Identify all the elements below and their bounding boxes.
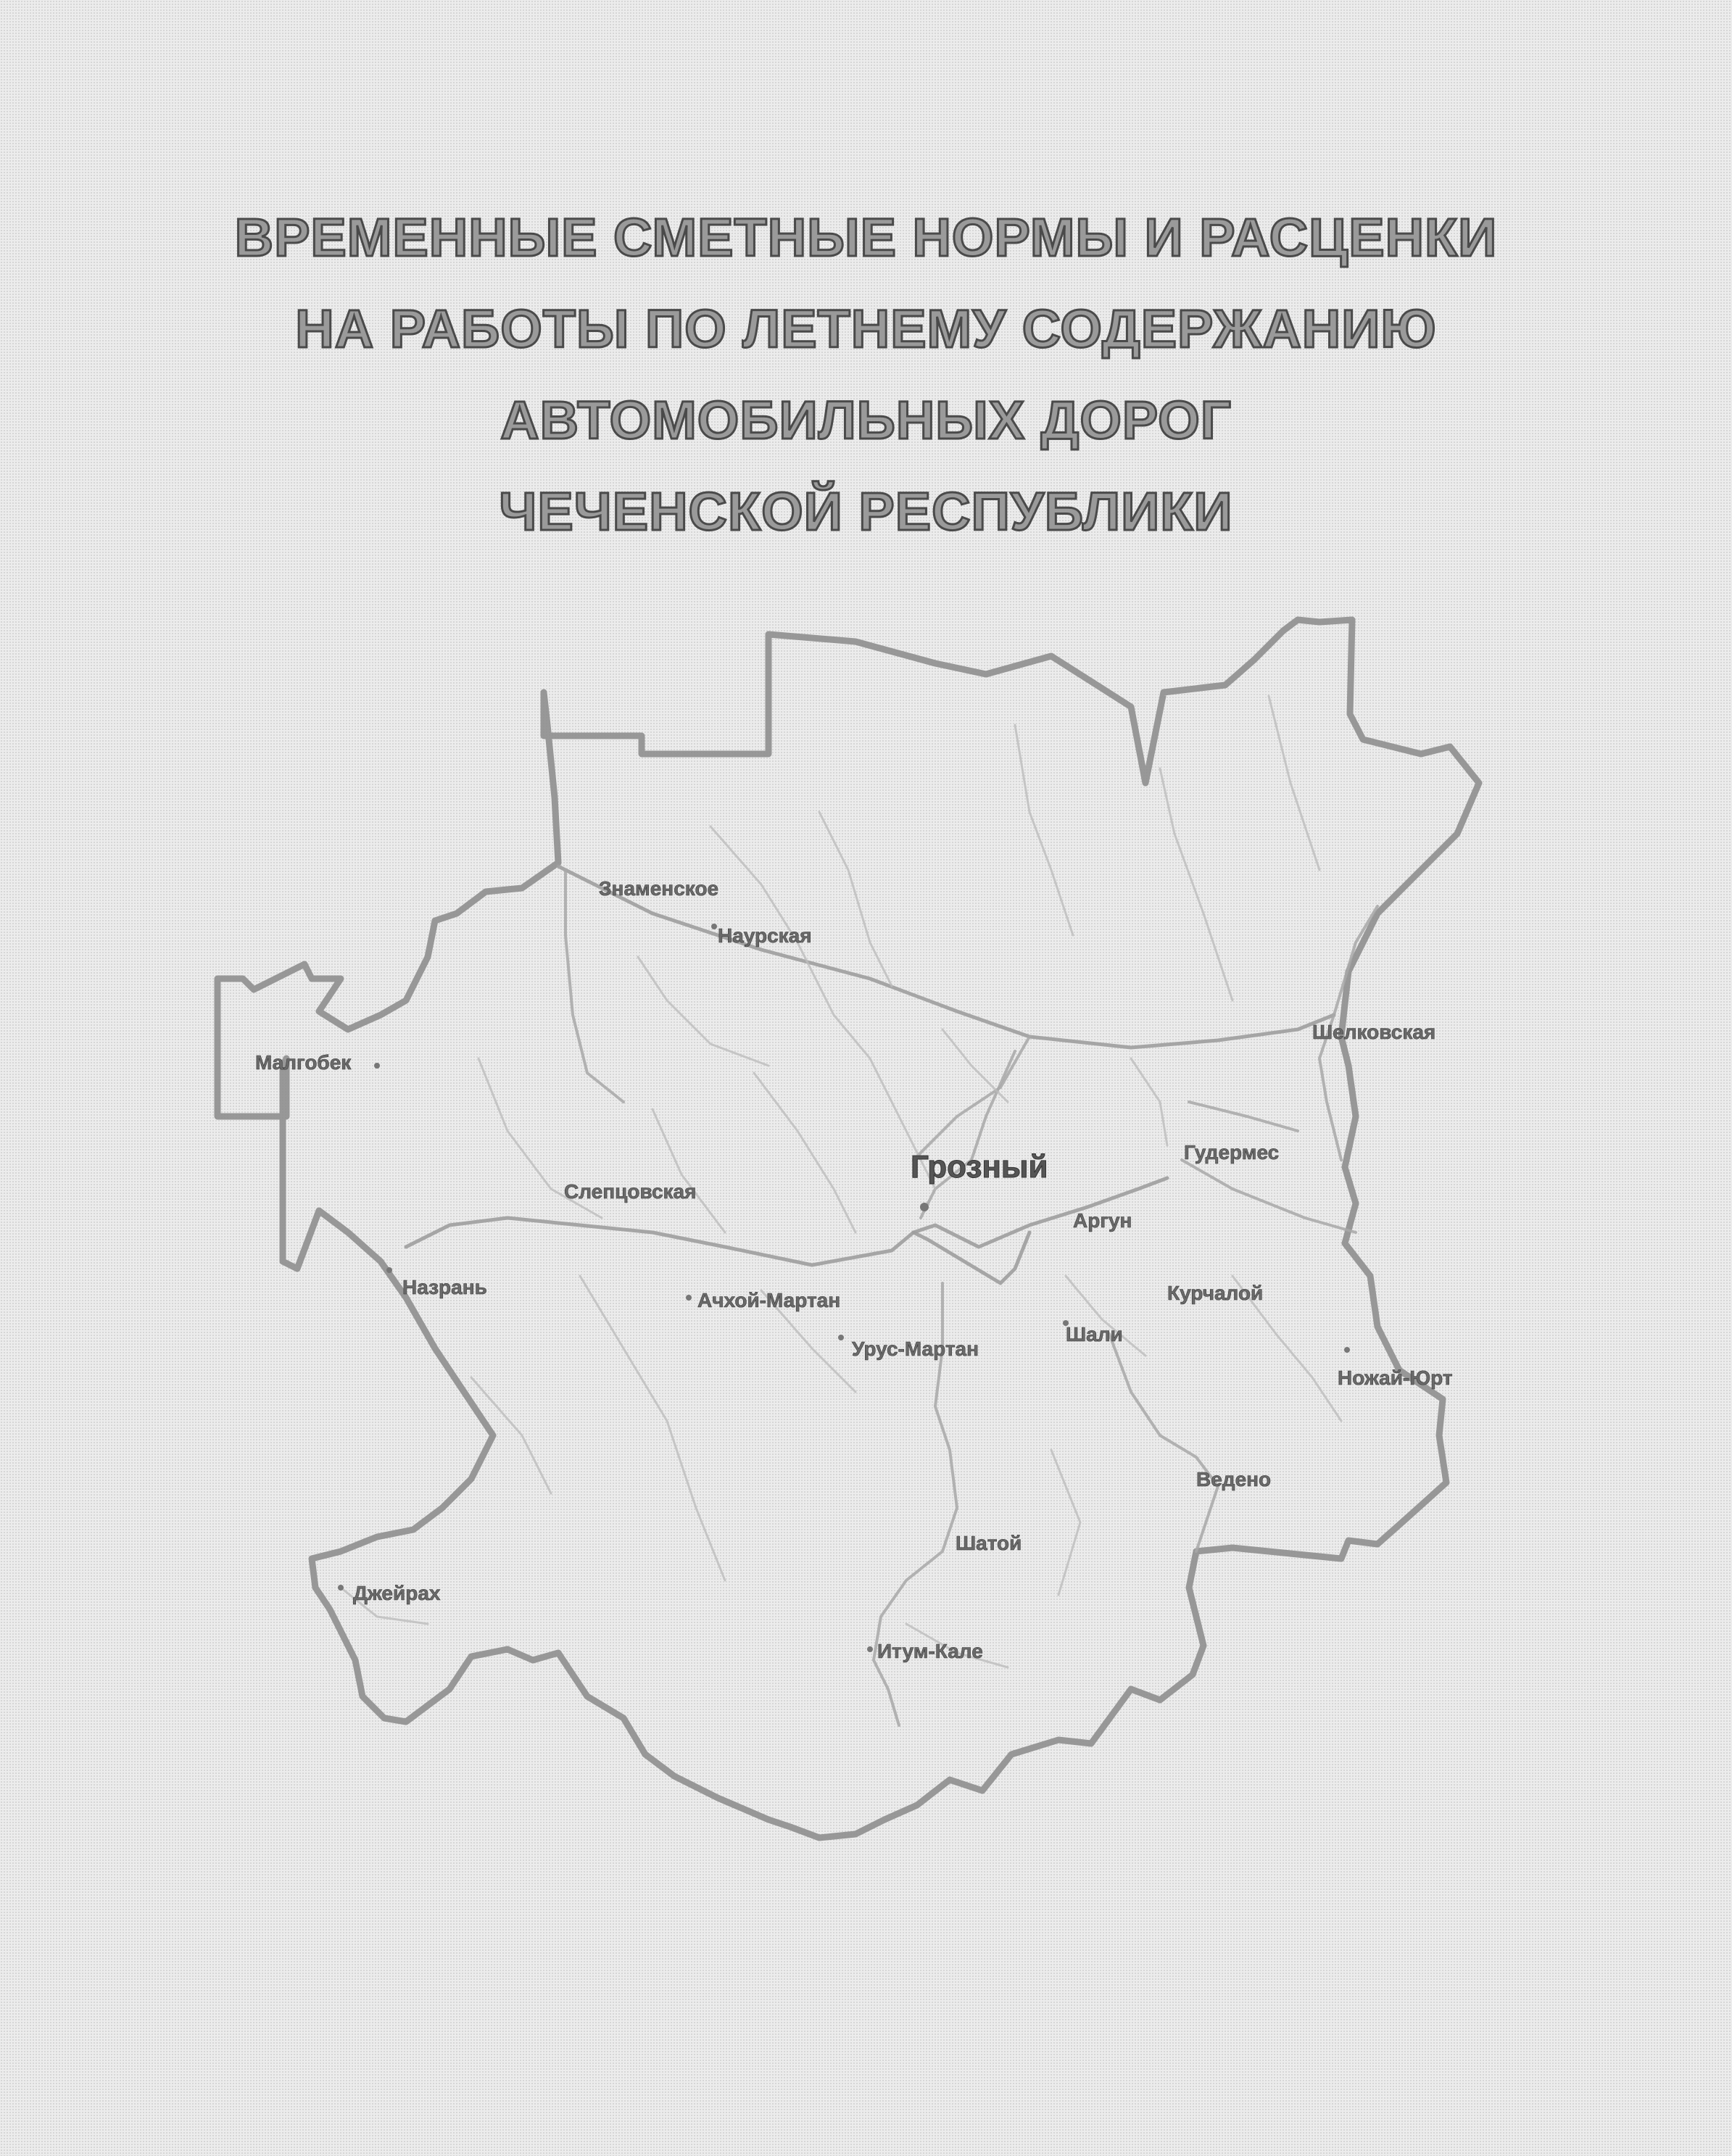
secondary-road (652, 1109, 725, 1232)
place-label-urus-martan: Урус-Мартан (852, 1338, 979, 1360)
region-border (217, 620, 1479, 1838)
secondary-road (1131, 1058, 1167, 1145)
city-marker (386, 1267, 392, 1273)
place-label-achkhoy-martan: Ачхой-Мартан (697, 1289, 841, 1311)
city-marker (867, 1646, 873, 1652)
city-marker (686, 1295, 692, 1301)
place-label-itum-kale: Итум-Кале (877, 1640, 983, 1662)
title-line-3: АВТОМОБИЛЬНЫХ ДОРОГ (500, 390, 1232, 450)
road-line (913, 1232, 1029, 1283)
secondary-road (1051, 1450, 1080, 1595)
road-line (565, 870, 623, 1102)
city-marker (1344, 1347, 1350, 1353)
secondary-road (1015, 725, 1073, 935)
city-marker (374, 1063, 380, 1069)
secondary-road (1269, 696, 1319, 870)
place-label-znamenskoye: Знаменское (599, 877, 719, 900)
secondary-road (471, 1377, 551, 1493)
city-marker (338, 1585, 344, 1591)
place-label-nozhay-yurt: Ножай-Юрт (1338, 1367, 1453, 1389)
secondary-road (819, 812, 892, 986)
place-label-shelkovskaya: Шелковская (1312, 1021, 1436, 1043)
road-line (1182, 1160, 1356, 1232)
place-label-sleptsovskaya: Слепцовская (564, 1180, 697, 1203)
secondary-road (580, 1276, 725, 1580)
title-line-2: НА РАБОТЫ ПО ЛЕТНЕМУ СОДЕРЖАНИЮ (295, 299, 1437, 359)
place-label-argun: Аргун (1073, 1209, 1132, 1232)
secondary-road (638, 957, 768, 1066)
road-line (921, 1051, 1015, 1218)
city-marker (711, 924, 717, 929)
city-marker (838, 1335, 844, 1340)
road-line (406, 1178, 1167, 1265)
city-marker (920, 1203, 929, 1211)
place-label-shatoy: Шатой (956, 1532, 1022, 1554)
secondary-road (942, 1029, 1008, 1102)
road-line (1189, 1102, 1298, 1131)
secondary-road (710, 826, 935, 1189)
place-label-gudermes: Гудермес (1184, 1141, 1280, 1164)
place-label-grozny: Грозный (911, 1149, 1048, 1185)
place-label-kurchaloy: Курчалой (1167, 1282, 1264, 1304)
place-label-shali: Шали (1066, 1323, 1123, 1346)
place-label-vedeno: Ведено (1196, 1468, 1272, 1490)
title-line-4: ЧЕЧЕНСКОЙ РЕСПУБЛИКИ (499, 481, 1233, 542)
secondary-road (754, 1073, 855, 1232)
place-label-dzheyrakh: Джейрах (353, 1582, 441, 1604)
road-line (1109, 1334, 1218, 1551)
place-label-naurskaya: Наурская (718, 924, 812, 947)
place-label-nazran: Назрань (402, 1276, 487, 1298)
place-label-malgobek: Малгобек (255, 1051, 352, 1074)
secondary-road (1160, 768, 1232, 1000)
title-line-1: ВРЕМЕННЫЕ СМЕТНЫЕ НОРМЫ И РАСЦЕНКИ (234, 207, 1498, 268)
